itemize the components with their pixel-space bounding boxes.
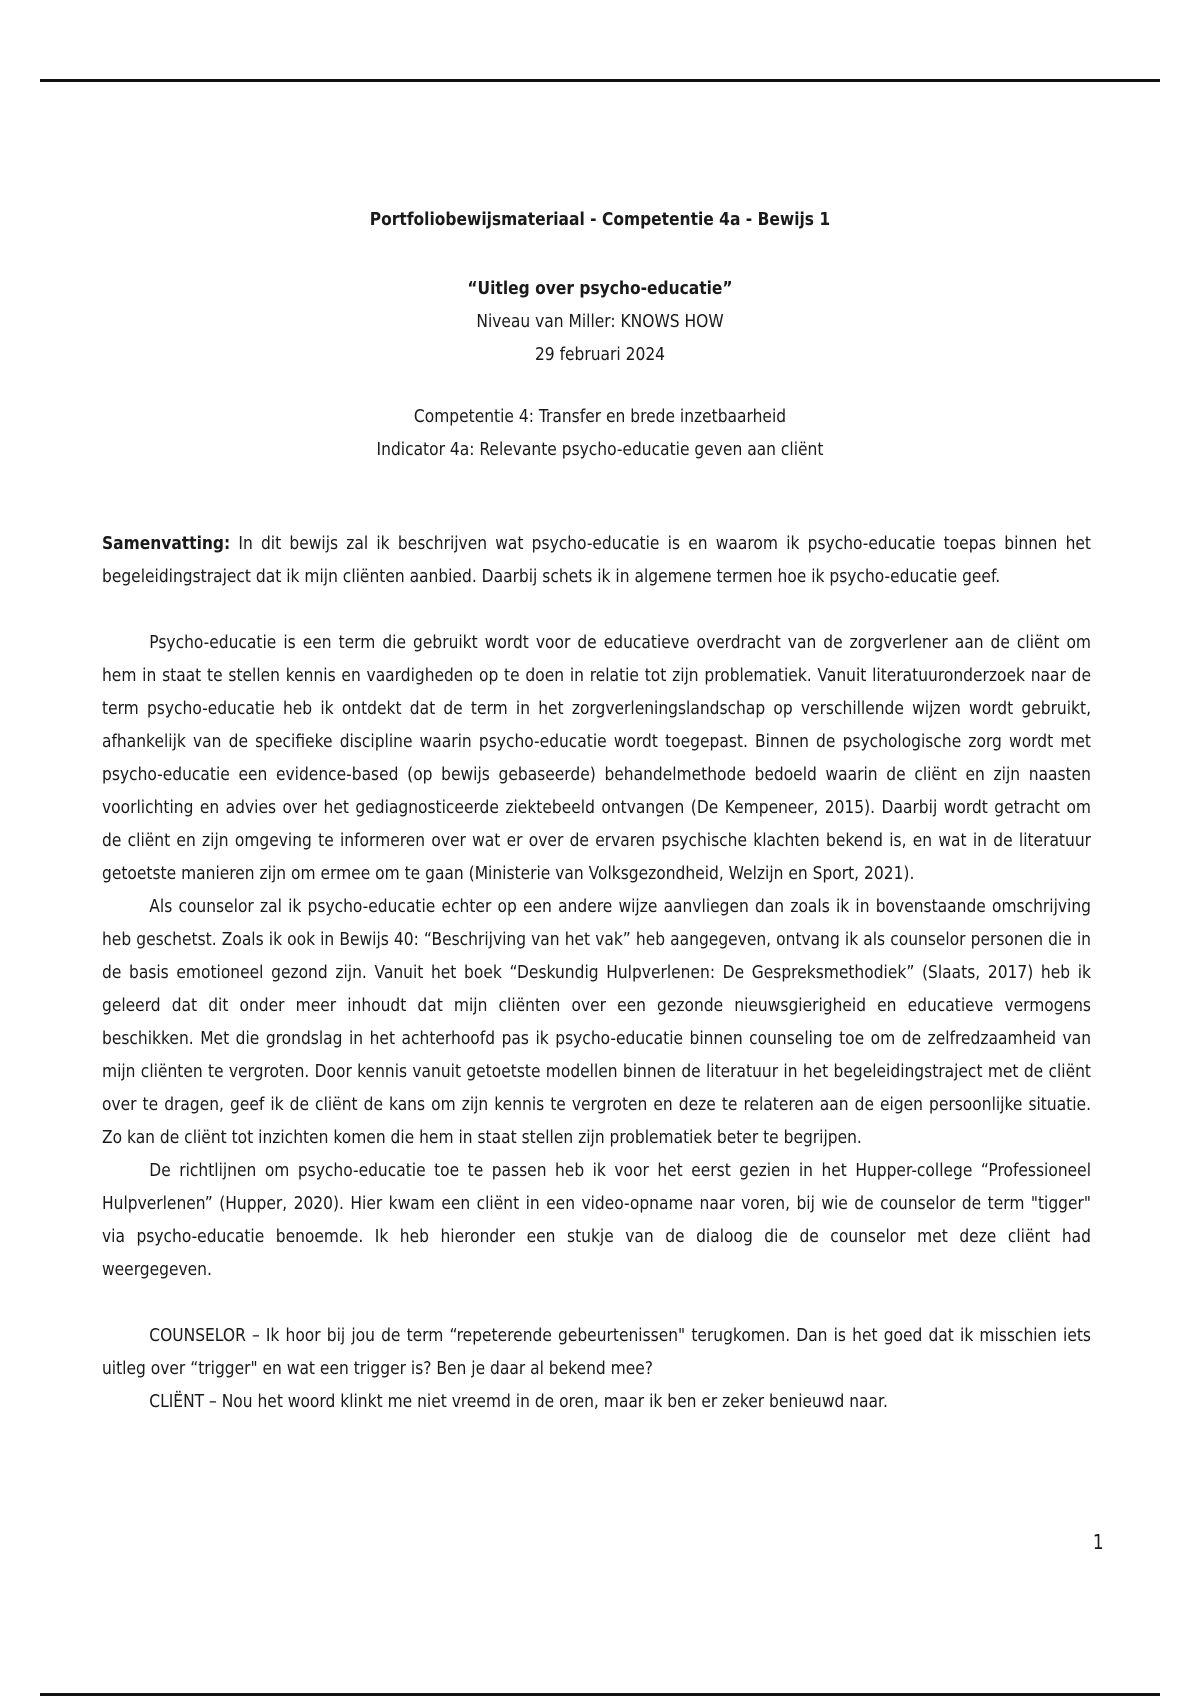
summary-label: Samenvatting:	[102, 533, 231, 554]
indicator-line: Indicator 4a: Relevante psycho-educatie geven aan cliënt	[376, 439, 824, 460]
document-date: 29 februari 2024	[534, 344, 666, 365]
document-subtitle: “Uitleg over psycho-educatie”	[467, 278, 733, 299]
competence-line: Competentie 4: Transfer en brede inzetbaarheid	[413, 406, 787, 427]
dialogue-client: CLIËNT – Nou het woord klinkt me niet vreemd in de oren, maar ik ben er zeker benieuwd naar.	[149, 1391, 888, 1412]
dialogue-counselor: COUNSELOR – Ik hoor bij jou de term “repeterende gebeurtenissen" terugkomen. Dan is het goed dat ik misschien iets uitleg over “trigger" en wat een trigger is? Ben je daar al bekend mee?	[102, 1325, 1092, 1379]
summary-text: In dit bewijs zal ik beschrijven wat psycho-educatie is en waarom ik psycho-educatie toepas binnen het begeleidingstraject dat ik mijn cliënten aanbied. Daarbij schets ik in algemene termen hoe ik psycho-educatie geef.	[102, 533, 1091, 587]
document-title: Portfoliobewijsmateriaal - Competentie 4a - Bewijs 1	[369, 209, 831, 230]
miller-level: Niveau van Miller: KNOWS HOW	[476, 311, 724, 332]
body-paragraph-1: Psycho-educatie is een term die gebruikt wordt voor de educatieve overdracht van de zorgverlener aan de cliënt om hem in staat te stellen kennis en vaardigheden op te doen in relatie tot zijn problematiek. Vanuit literatuuronderzoek naar de term psycho-educatie heb ik ontdekt dat de term in het zorgverleningslandschap op verschillende wijzen wordt gebruikt, afhankelijk van de specifieke discipline waarin psycho-educatie wordt toegepast. Binnen de psychologische zorg wordt met psycho-educatie een evidence-based (op bewijs gebaseerde) behandelmethode bedoeld waarin de cliënt en zijn naasten voorlichting en advies over het gediagnosticeerde ziektebeeld ontvangen (De Kempeneer, 2015). Daarbij wordt getracht om de cliënt en zijn omgeving te informeren over wat er over de ervaren psychische klachten bekend is, en wat in de literatuur getoetste manieren zijn om ermee om te gaan (Ministerie van Volksgezondheid, Welzijn en Sport, 2021).	[102, 632, 1092, 884]
page-number: 1	[1093, 1530, 1104, 1554]
summary-paragraph	[102, 527, 1091, 593]
document-body	[102, 527, 1091, 1418]
document-header	[170, 203, 1030, 466]
bottom-rule	[40, 1693, 1160, 1696]
body-paragraph-2: Als counselor zal ik psycho-educatie echter op een andere wijze aanvliegen dan zoals ik in bovenstaande omschrijving heb geschetst. Zoals ik ook in Bewijs 40: “Beschrijving van het vak” heb aangegeven, ontvang ik als counselor personen die in de basis emotioneel gezond zijn. Vanuit het boek “Deskundig Hulpverlenen: De Gespreksmethodiek” (Slaats, 2017) heb ik geleerd dat dit onder meer inhoudt dat mijn cliënten over een gezonde nieuwsgierigheid en educatieve vermogens beschikken. Met die grondslag in het achterhoofd pas ik psycho-educatie binnen counseling toe om de zelfredzaamheid van mijn cliënten te vergroten. Door kennis vanuit getoetste modellen binnen de literatuur in het begeleidingstraject met de cliënt over te dragen, geef ik de cliënt de kans om zijn kennis te vergroten en deze te relateren aan de eigen persoonlijke situatie. Zo kan de cliënt tot inzichten komen die hem in staat stellen zijn problematiek beter te begrijpen.	[102, 896, 1092, 1148]
top-rule	[40, 79, 1160, 82]
body-paragraph-3: De richtlijnen om psycho-educatie toe te passen heb ik voor het eerst gezien in het Hupper-college “Professioneel Hulpverlenen” (Hupper, 2020). Hier kwam een cliënt in een video-opname naar voren, bij wie de counselor de term "tigger" via psycho-educatie benoemde. Ik heb hieronder een stukje van de dialoog die de counselor met deze cliënt had weergegeven.	[102, 1160, 1092, 1280]
